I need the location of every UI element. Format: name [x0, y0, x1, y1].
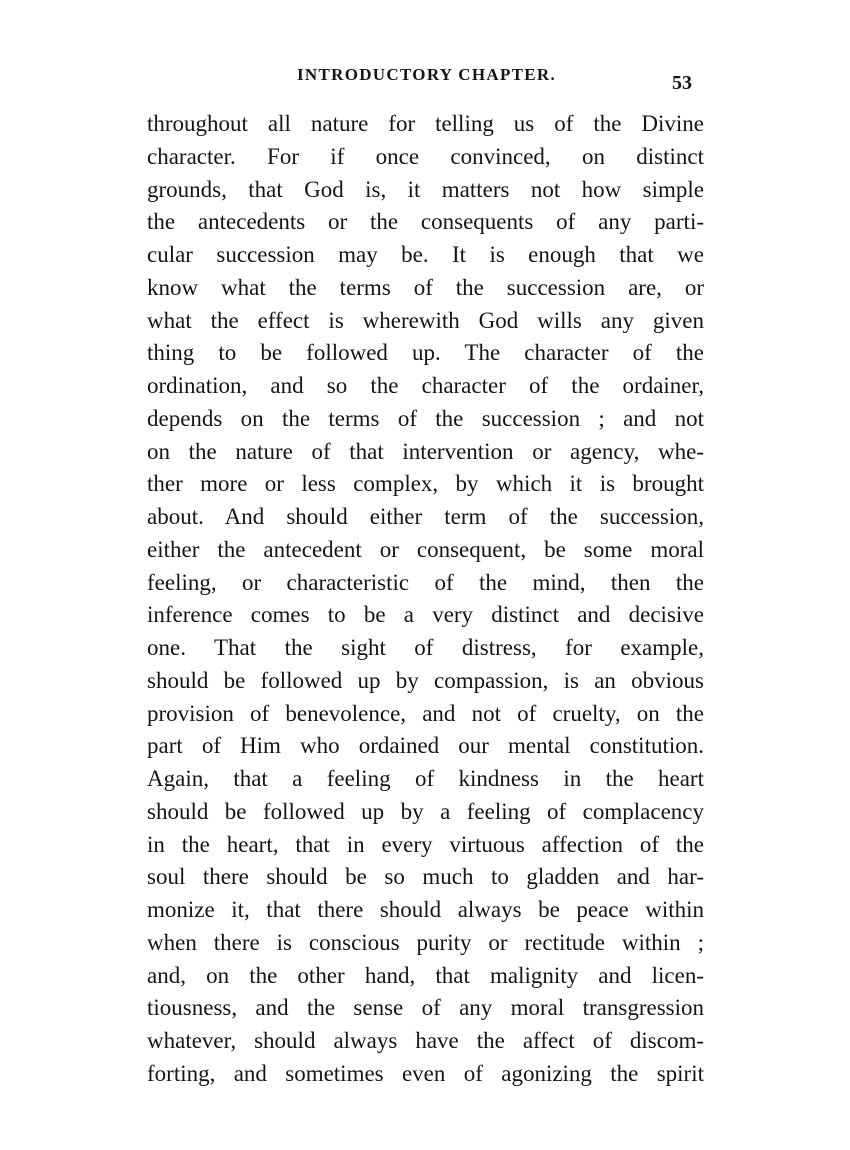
text-line: Again, that a feeling of kindness in the heart	[147, 766, 704, 791]
text-line: about. And should either term of the succession,	[147, 504, 704, 529]
text-line: ther more or less complex, by which it is brought	[147, 471, 704, 497]
text-line: thing to be followed up. The character of the	[147, 340, 704, 366]
text-line: ordination, and so the character of the ordainer,	[147, 373, 704, 398]
text-line: and, on the other hand, that malignity and licen-	[147, 962, 704, 988]
text-line: one. That the sight of distress, for example,	[147, 635, 704, 660]
text-line: soul there should be so much to gladden and har-	[147, 864, 704, 890]
text-line: whatever, should always have the affect of discom-	[147, 1028, 704, 1053]
text-line: either the antecedent or consequent, be some moral	[147, 536, 704, 562]
text-line: part of Him who ordained our mental constitution.	[147, 733, 704, 759]
text-line: should be followed up by compassion, is an obvious	[147, 667, 704, 693]
running-head	[0, 58, 850, 98]
text-line: depends on the terms of the succession ; and not	[147, 405, 704, 431]
text-line: inference comes to be a very distinct and decisive	[147, 602, 704, 628]
text-line: forting, and sometimes even of agonizing the spirit	[147, 1060, 704, 1086]
text-line: in the heart, that in every virtuous affection of the	[147, 831, 704, 857]
page-number: 53	[672, 72, 692, 94]
text-line: monize it, that there should always be peace within	[147, 897, 704, 922]
text-line: cular succession may be. It is enough that we	[147, 242, 704, 267]
text-line: the antecedents or the consequents of any parti-	[147, 209, 704, 235]
text-line: on the nature of that intervention or agency, whe-	[147, 438, 704, 464]
text-line: should be followed up by a feeling of complacency	[147, 798, 704, 824]
body-text	[147, 108, 704, 1091]
chapter-title: INTRODUCTORY CHAPTER.	[297, 65, 557, 84]
text-line: provision of benevolence, and not of cruelty, on the	[147, 700, 704, 726]
text-line: when there is conscious purity or rectitude within ;	[147, 929, 704, 955]
text-line: know what the terms of the succession are, or	[147, 274, 704, 300]
text-line: grounds, that God is, it matters not how simple	[147, 176, 704, 202]
text-line: feeling, or characteristic of the mind, then the	[147, 569, 704, 595]
text-line: character. For if once convinced, on distinct	[147, 143, 704, 169]
text-line: throughout all nature for telling us of the Divine	[147, 111, 704, 136]
text-line: what the effect is wherewith God wills any given	[147, 307, 704, 333]
text-line: tiousness, and the sense of any moral transgression	[147, 995, 704, 1021]
